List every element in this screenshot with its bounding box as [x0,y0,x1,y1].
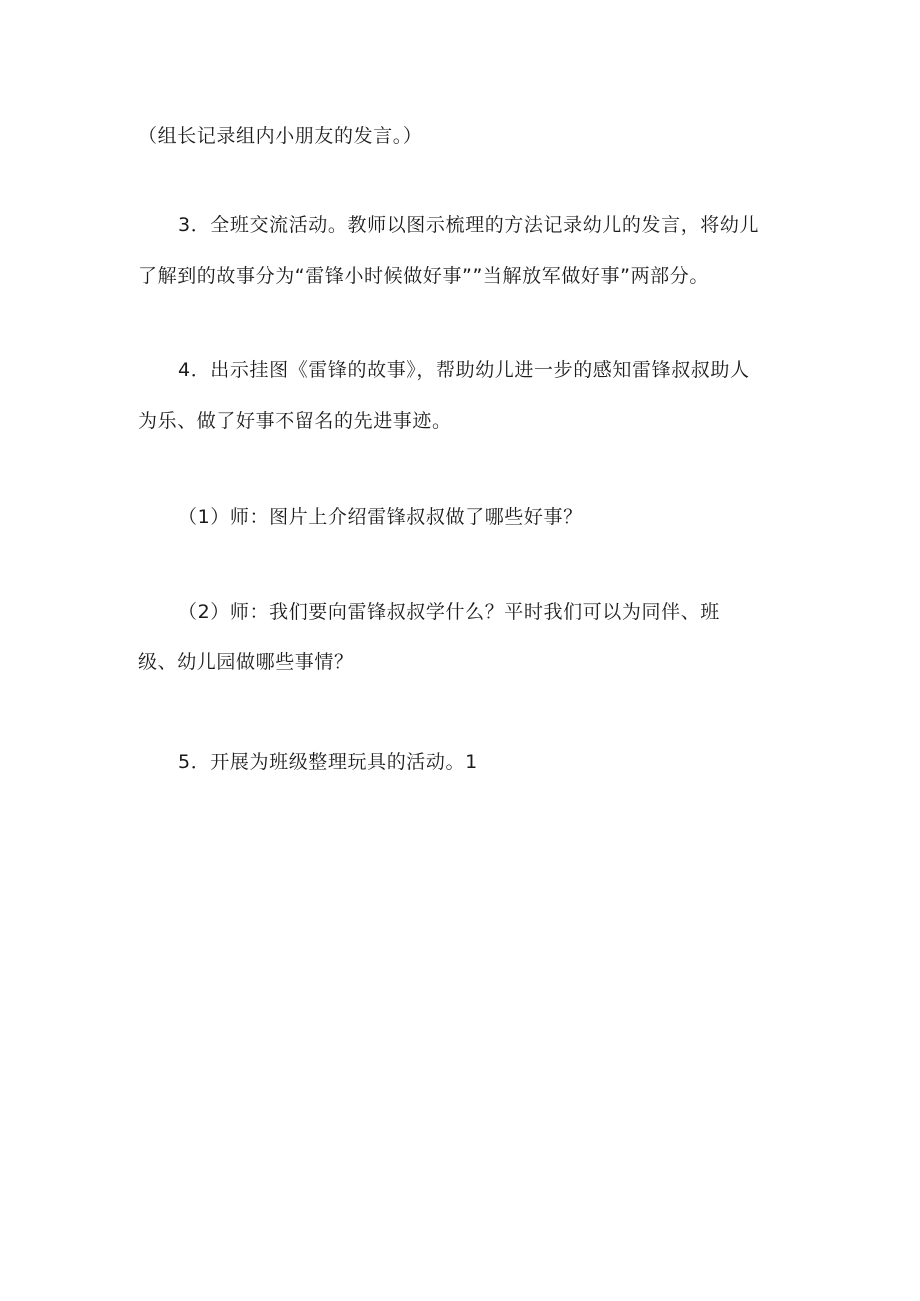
paragraph-4-line-2: 为乐、做了好事不留名的先进事迹。 [138,410,452,432]
paragraph-note-line: （组长记录组内小朋友的发言。） [138,125,423,147]
paragraph-4-sub-2-line-1: （2）师：我们要向雷锋叔叔学什么？平时我们可以为同伴、班 [178,601,720,623]
paragraph-5-line-1: 5．开展为班级整理玩具的活动。1 [178,751,478,773]
paragraph-4-line-1: 4．出示挂图《雷锋的故事》，帮助幼儿进一步的感知雷锋叔叔助人 [178,359,750,381]
paragraph-3-line-2: 了解到的故事分为“雷锋小时候做好事””当解放军做好事”两部分。 [138,265,709,287]
paragraph-3-line-1: 3．全班交流活动。教师以图示梳理的方法记录幼儿的发言，将幼儿 [178,214,760,236]
paragraph-4-sub-1: （1）师：图片上介绍雷锋叔叔做了哪些好事？ [178,506,583,528]
paragraph-4-sub-2-line-2: 级、幼儿园做哪些事情？ [138,651,354,673]
